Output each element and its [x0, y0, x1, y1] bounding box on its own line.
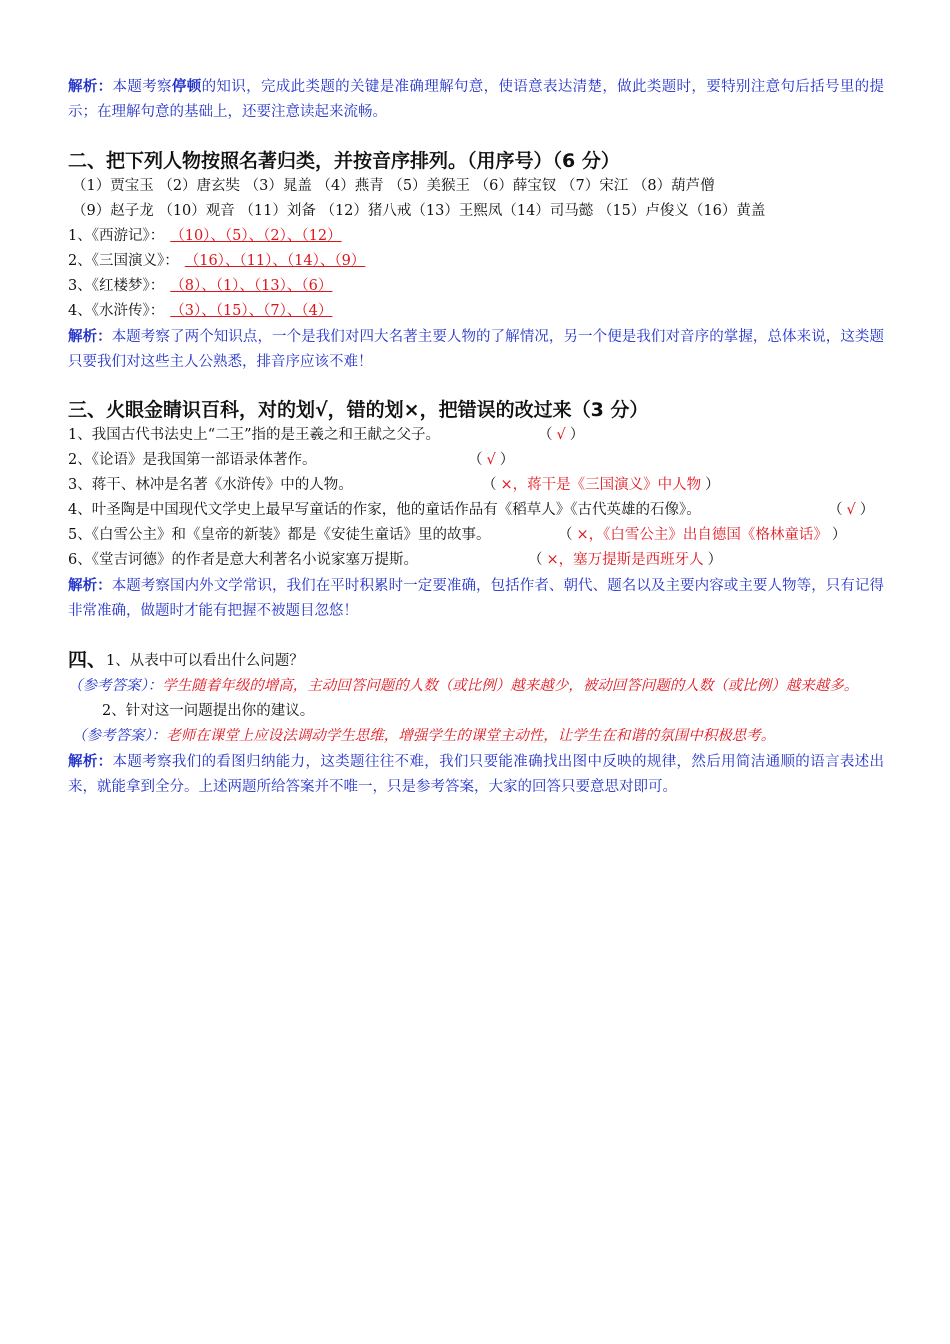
section4-answer2 [68, 724, 884, 749]
section4-number: 四、 [68, 649, 107, 671]
classify-item [68, 274, 884, 299]
judge-question: 4、叶圣陶是中国现代文学史上最早写童话的作家，他的童话作品有《稻草人》《古代英雄的石像》。 [68, 502, 701, 518]
judge-question: 5、《白雪公主》和《皇帝的新装》都是《安徒生童话》里的故事。 [68, 527, 491, 543]
analysis-text-a: 本题考察 [112, 79, 172, 95]
section4 [68, 647, 884, 800]
judge-item: 1、我国古代书法史上“二王”指的是王羲之和王献之父子。 （ √ ） [68, 423, 884, 448]
section3-analysis [68, 573, 884, 624]
section2 [68, 148, 884, 375]
classify-question: 1、《西游记》： [68, 228, 165, 244]
classify-answer: （10）、（5）、（2）、（12） [170, 228, 342, 244]
judge-answer: ×，蒋干是《三国演义》中人物 [500, 477, 702, 493]
classify-item [68, 299, 884, 324]
judge-item: 2、《论语》是我国第一部语录体著作。 （ √ ） [68, 448, 884, 473]
section4-answer1 [68, 674, 884, 699]
judge-answer: √ [486, 452, 496, 468]
classify-question: 3、《红楼梦》： [68, 278, 165, 294]
classify-question: 4、《水浒传》： [68, 303, 165, 319]
judge-answer: ×，塞万提斯是西班牙人 [546, 552, 704, 568]
section2-analysis [68, 324, 884, 375]
analysis-text: 本题考察国内外文学常识，我们在平时积累时一定要准确，包括作者、朝代、题名以及主要内容或主要人物等，只有记得非常准确，做题时才能有把握不被题目忽悠！ [68, 578, 884, 619]
judge-answer: √ [556, 427, 566, 443]
analysis-label: 解析： [68, 328, 112, 345]
character-list-line2: （9）赵子龙 （10）观音 （11）刘备 （12）猪八戒（13）王熙凤（14）司马懿 （15）卢俊义（16）黄盖 [72, 203, 766, 219]
judge-item: 6、《堂吉诃德》的作者是意大利著名小说家塞万提斯。 （ ×，塞万提斯是西班牙人 ） [68, 548, 884, 573]
section2-title: 二、把下列人物按照名著归类，并按音序排列。（用序号）（6 分） [68, 150, 620, 172]
classify-answer: （8）、（1）、（13）、（6） [170, 278, 333, 294]
analysis-label: 解析： [68, 753, 113, 770]
section1-analysis [68, 74, 884, 125]
judge-question: 1、我国古代书法史上“二王”指的是王羲之和王献之父子。 [68, 427, 441, 443]
analysis-highlight: 停顿 [171, 78, 202, 95]
analysis-text-b: 的知识，完成此类题的关键是准确理解句意，使语意表达清楚，做此类题时，要特别注意句后括号里的提示；在理解句意的基础上，还要注意读起来流畅。 [68, 79, 885, 120]
classify-answer: （3）、（15）、（7）、（4） [170, 303, 333, 319]
analysis-text: 本题考察了两个知识点，一个是我们对四大名著主要人物的了解情况，另一个便是我们对音序的掌握，总体来说，这类题只要我们对这些主人公熟悉，排音序应该不难！ [68, 329, 884, 370]
section4-analysis [68, 749, 884, 800]
judge-item: 4、叶圣陶是中国现代文学史上最早写童话的作家，他的童话作品有《稻草人》《古代英雄的石像》。 （ √ ） [68, 498, 884, 523]
analysis-text: 本题考察我们的看图归纳能力，这类题往往不难，我们只要能准确找出图中反映的规律，然后用简洁通顺的语言表述出来，就能拿到全分。上述两题所给答案并不唯一，只是参考答案，大家的回答只要意思对即可。 [68, 754, 884, 795]
question1-text: 1、从表中可以看出什么问题？ [106, 653, 304, 669]
judge-question: 3、蒋干、林冲是名著《水浒传》中的人物。 [68, 477, 353, 493]
judge-question: 2、《论语》是我国第一部语录体著作。 [68, 452, 317, 468]
judge-item: 3、蒋干、林冲是名著《水浒传》中的人物。 （ ×，蒋干是《三国演义》中人物 ） [68, 473, 884, 498]
classify-item [68, 249, 884, 274]
section4-question2: 2、针对这一问题提出你的建议。 [102, 703, 315, 719]
section3 [68, 397, 884, 624]
analysis-label: 解析： [68, 78, 113, 95]
judge-answer: ×，《白雪公主》出自德国《格林童话》 [576, 527, 828, 543]
classify-question: 2、《三国演义》： [68, 253, 179, 269]
section4-question1 [68, 647, 884, 674]
classify-item [68, 224, 884, 249]
judge-item: 5、《白雪公主》和《皇帝的新装》都是《安徒生童话》里的故事。 （ ×，《白雪公主》出自德国《格林童话》 ） [68, 523, 884, 548]
answer1-text: 学生随着年级的增高，主动回答问题的人数（或比例）越来越少，被动回答问题的人数（或比例）越来越多。 [162, 678, 859, 694]
classify-answer: （16）、（11）、（14）、（9） [184, 253, 366, 269]
judge-question: 6、《堂吉诃德》的作者是意大利著名小说家塞万提斯。 [68, 552, 418, 568]
answer2-text: 老师在课堂上应设法调动学生思维，增强学生的课堂主动性，让学生在和谐的氛围中积极思考。 [166, 728, 776, 744]
character-list-line1: （1）贾宝玉 （2）唐玄奘 （3）晁盖 （4）燕青 （5）美猴王 （6）薛宝钗 （7）宋江 （8）葫芦僧 [72, 178, 715, 194]
answer-label: （参考答案）： [72, 728, 167, 744]
answer-label: （参考答案）： [68, 678, 163, 694]
analysis-label: 解析： [68, 577, 112, 594]
judge-answer: √ [846, 502, 856, 518]
section3-title: 三、火眼金睛识百科，对的划√，错的划×，把错误的改过来（3 分） [68, 399, 649, 421]
